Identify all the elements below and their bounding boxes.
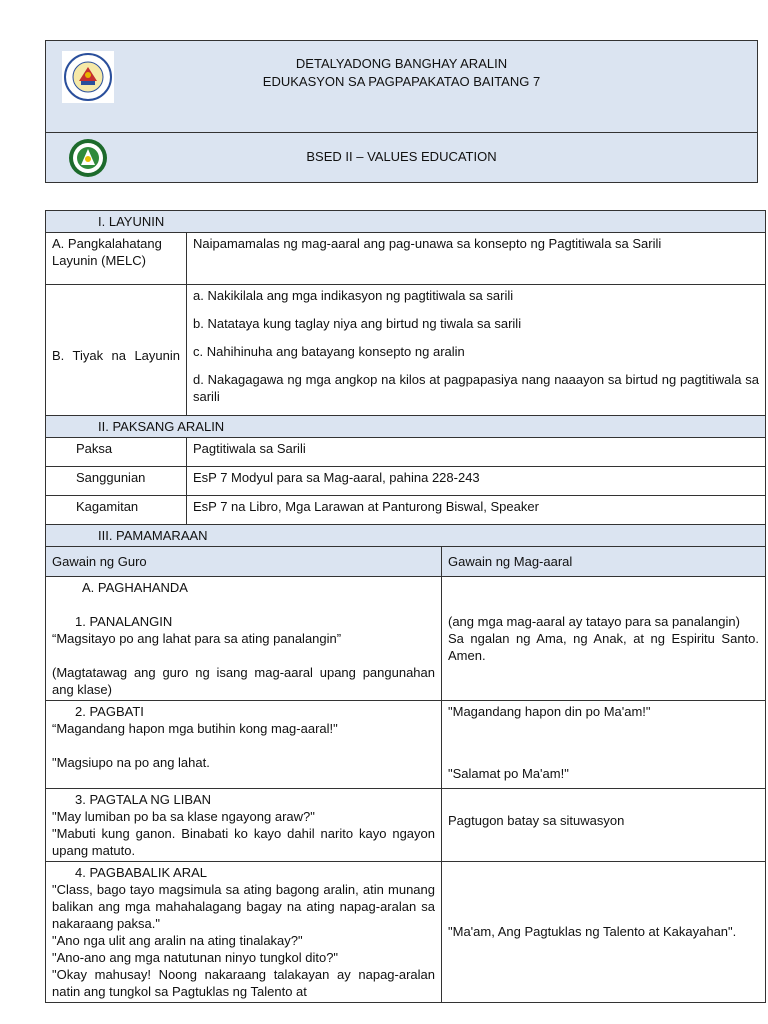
section-row xyxy=(46,211,766,233)
pagbati-mag-1: "Magandang hapon din po Ma'am!" xyxy=(448,704,651,719)
balik-guro-1: "Class, bago tayo magsimula sa ating bagong aralin, atin munang balikan ang mga mahahalagang bagay na ating napag-aralan sa nakaraang paksa." xyxy=(52,882,435,931)
table-row xyxy=(46,862,766,1003)
paksa-value: Pagtitiwala sa Sarili xyxy=(187,438,766,467)
kagamitan-label: Kagamitan xyxy=(46,496,187,525)
balik-guro xyxy=(46,862,442,1003)
balik-guro-2: "Ano nga ulit ang aralin na ating tinalakay?" xyxy=(52,933,303,948)
col-gawain-guro: Gawain ng Guro xyxy=(46,547,442,577)
table-row xyxy=(46,496,766,525)
list-item: b. Natataya kung taglay niya ang birtud ng tiwala sa sarili xyxy=(193,316,522,331)
document-header xyxy=(45,40,758,183)
liban-title: 3. PAGTALA NG LIBAN xyxy=(75,792,212,807)
balik-mag-1: "Ma'am, Ang Pagtuklas ng Talento at Kakayahan". xyxy=(448,924,737,939)
pagbati-title: 2. PAGBATI xyxy=(75,704,144,719)
list-item: c. Nahihinuha ang batayang konsepto ng aralin xyxy=(193,344,465,359)
sanggunian-label: Sanggunian xyxy=(46,467,187,496)
section-paksang-title: II. PAKSANG ARALIN xyxy=(46,416,766,438)
table-row xyxy=(46,789,766,862)
section-layunin-title: I. LAYUNIN xyxy=(46,211,766,233)
tiyak-label xyxy=(46,285,187,416)
liban-guro xyxy=(46,789,442,862)
melc-text: Naipamamalas ng mag-aaral ang pag-unawa sa konsepto ng Pagtitiwala sa Sarili xyxy=(187,233,766,285)
melc-label: A. Pangkalahatang Layunin (MELC) xyxy=(46,233,187,285)
panalangin-guro-1: “Magsitayo po ang lahat para sa ating panalangin” xyxy=(52,631,342,646)
pagbati-guro-1: “Magandang hapon mga butihin kong mag-aaral!" xyxy=(52,721,338,736)
balik-title: 4. PAGBABALIK ARAL xyxy=(75,865,207,880)
list-item: a. Nakikilala ang mga indikasyon ng pagtitiwala sa sarili xyxy=(193,288,514,303)
table-row xyxy=(46,438,766,467)
paksa-label: Paksa xyxy=(46,438,187,467)
balik-mag xyxy=(442,862,766,1003)
column-header-row xyxy=(46,547,766,577)
panalangin-mag xyxy=(442,577,766,701)
liban-mag xyxy=(442,789,766,862)
pagbati-mag xyxy=(442,701,766,789)
section-row xyxy=(46,525,766,547)
list-item: d. Nakagagawa ng mga angkop na kilos at pagpapasiya nang naaayon sa birtud ng pagtitiwala sa sarili xyxy=(193,372,760,404)
header-line-3: BSED II – VALUES EDUCATION xyxy=(306,149,497,164)
panalangin-guro-2: (Magtatawag ang guro ng isang mag-aaral upang pangunahan ang klase) xyxy=(52,665,435,697)
panalangin-title: 1. PANALANGIN xyxy=(75,614,173,629)
header-line-2: EDUKASYON SA PAGPAPAKATAO BAITANG 7 xyxy=(262,74,541,89)
balik-guro-4: "Okay mahusay! Noong nakaraang talakayan ay napag-aralan natin ang tungkol sa Pagtuklas ng Talento at xyxy=(52,967,435,999)
section-pamamaraan-title: III. PAMAMARAAN xyxy=(46,525,766,547)
header-title-block xyxy=(46,41,757,133)
panalangin-mag-2: Sa ngalan ng Ama, ng Anak, at ng Espiritu Santo. Amen. xyxy=(448,631,760,663)
header-subtitle-block xyxy=(46,133,757,182)
col-gawain-mag-aaral: Gawain ng Mag-aaral xyxy=(442,547,766,577)
panalangin-guro xyxy=(46,577,442,701)
pagbati-guro-2: "Magsiupo na po ang lahat. xyxy=(52,755,210,770)
liban-guro-1: "May lumiban po ba sa klase ngayong araw?" xyxy=(52,809,315,824)
table-row xyxy=(46,577,766,701)
liban-mag-1: Pagtugon batay sa situwasyon xyxy=(448,812,625,828)
pagbati-guro xyxy=(46,701,442,789)
table-row xyxy=(46,285,766,416)
pagbati-mag-2: "Salamat po Ma'am!" xyxy=(448,766,569,781)
header-line-1: DETALYADONG BANGHAY ARALIN xyxy=(295,56,508,71)
liban-guro-2: "Mabuti kung ganon. Binabati ko kayo dahil narito kayo ngayon upang matuto. xyxy=(52,826,435,858)
table-row xyxy=(46,233,766,285)
tiyak-list xyxy=(187,285,766,416)
section-row xyxy=(46,416,766,438)
balik-guro-3: "Ano-ano ang mga natutunan ninyo tungkol dito?" xyxy=(52,950,339,965)
table-row xyxy=(46,467,766,496)
table-row xyxy=(46,701,766,789)
panalangin-mag-1: (ang mga mag-aaral ay tatayo para sa panalangin) xyxy=(448,614,740,629)
kagamitan-value: EsP 7 na Libro, Mga Larawan at Panturong Biswal, Speaker xyxy=(187,496,766,525)
lesson-plan-table xyxy=(45,210,766,1003)
paghahanda-title: A. PAGHAHANDA xyxy=(82,580,188,595)
sanggunian-value: EsP 7 Modyul para sa Mag-aaral, pahina 228-243 xyxy=(187,467,766,496)
tiyak-label-text: B. Tiyak na Layunin xyxy=(52,347,180,363)
